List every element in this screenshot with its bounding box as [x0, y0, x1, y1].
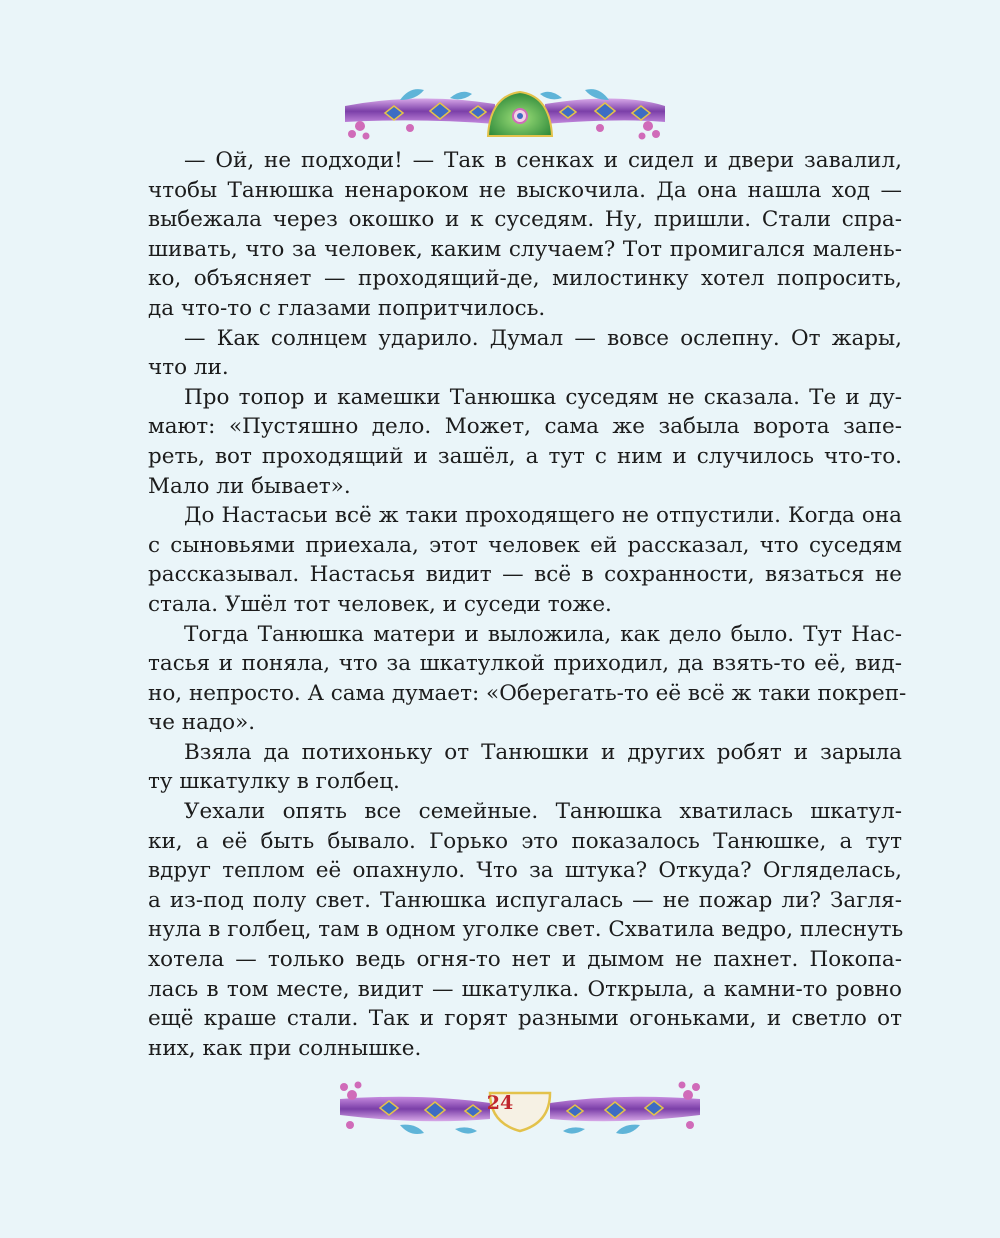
- text-line: Мало ли бывает».: [148, 473, 351, 499]
- text-line: нула в голбец, там в одном уголке свет. Схватила ведро, плеснуть: [148, 917, 904, 943]
- paragraph: [148, 324, 902, 383]
- text-line: да что-то с глазами попритчилось.: [148, 295, 546, 321]
- text-line: тасья и поняла, что за шкатулкой приходил, да взять-то её, вид-: [148, 651, 902, 677]
- text-line: Взяла да потихоньку от Танюшки и других робят и зарыла: [184, 739, 902, 765]
- text-line: выбежала через окошко и к суседям. Ну, пришли. Стали спра-: [148, 207, 902, 233]
- paragraph: [148, 738, 902, 797]
- text-line: — Как солнцем ударило. Думал — вовсе ослепну. От жары,: [184, 325, 902, 351]
- paragraph: [148, 383, 902, 501]
- text-line: рассказывал. Настасья видит — всё в сохранности, вязаться не: [148, 562, 902, 588]
- text-line: До Настасьи всё ж таки проходящего не отпустили. Когда она: [184, 503, 902, 529]
- text-line: Про топор и камешки Танюшка суседям не сказала. Те и ду-: [184, 384, 902, 410]
- text-line: с сыновьями приехала, этот человек ей рассказал, что суседям: [148, 532, 902, 558]
- text-line: вдруг теплом её опахнуло. Что за штука? Откуда? Огляделась,: [148, 858, 902, 884]
- text-line: что ли.: [148, 355, 229, 381]
- text-line: лась в том месте, видит — шкатулка. Открыла, а камни-то ровно: [148, 976, 902, 1002]
- text-line: Тогда Танюшка матери и выложила, как дело было. Тут Нас-: [184, 621, 902, 647]
- text-line: реть, вот проходящий и зашёл, а тут с ним и случилось что-то.: [148, 443, 902, 469]
- text-line: ки, а её быть бывало. Горько это показалось Танюшке, а тут: [148, 828, 902, 854]
- text-line: шивать, что за человек, каким случаем? Тот промигался малень-: [148, 236, 902, 262]
- paragraph: [148, 501, 902, 619]
- main-text: [148, 146, 907, 1063]
- text-line: ко, объясняет — проходящий-де, милостинку хотел попросить,: [148, 266, 902, 292]
- paragraph: [148, 146, 902, 324]
- text-line: чтобы Танюшка ненароком не выскочила. Да она нашла ход —: [148, 177, 902, 203]
- text-line: че надо».: [148, 710, 256, 736]
- text-line: них, как при солнышке.: [148, 1035, 422, 1061]
- text-line: хотела — только ведь огня-то нет и дымом не пахнет. Покопа-: [148, 947, 902, 973]
- text-line: Уехали опять все семейные. Танюшка хватилась шкатул-: [184, 799, 902, 825]
- paragraph: [148, 797, 902, 1063]
- text-line: а из-под полу свет. Танюшка испугалась — не пожар ли? Загля-: [148, 887, 902, 913]
- text-line: мают: «Пустяшно дело. Может, сама же забыла ворота запе-: [148, 414, 902, 440]
- page-number: 24: [486, 1092, 514, 1114]
- text-line: — Ой, не подходи! — Так в сенках и сидел и двери завалил,: [184, 148, 902, 173]
- text-line: но, непросто. А сама думает: «Оберегать-то её всё ж таки покреп-: [148, 680, 907, 706]
- text-line: ту шкатулку в голбец.: [148, 769, 400, 795]
- text-line: ещё краше стали. Так и горят разными огоньками, и светло от: [148, 1006, 902, 1032]
- text-line: стала. Ушёл тот человек, и суседи тоже.: [148, 591, 612, 617]
- paragraph: [148, 620, 907, 738]
